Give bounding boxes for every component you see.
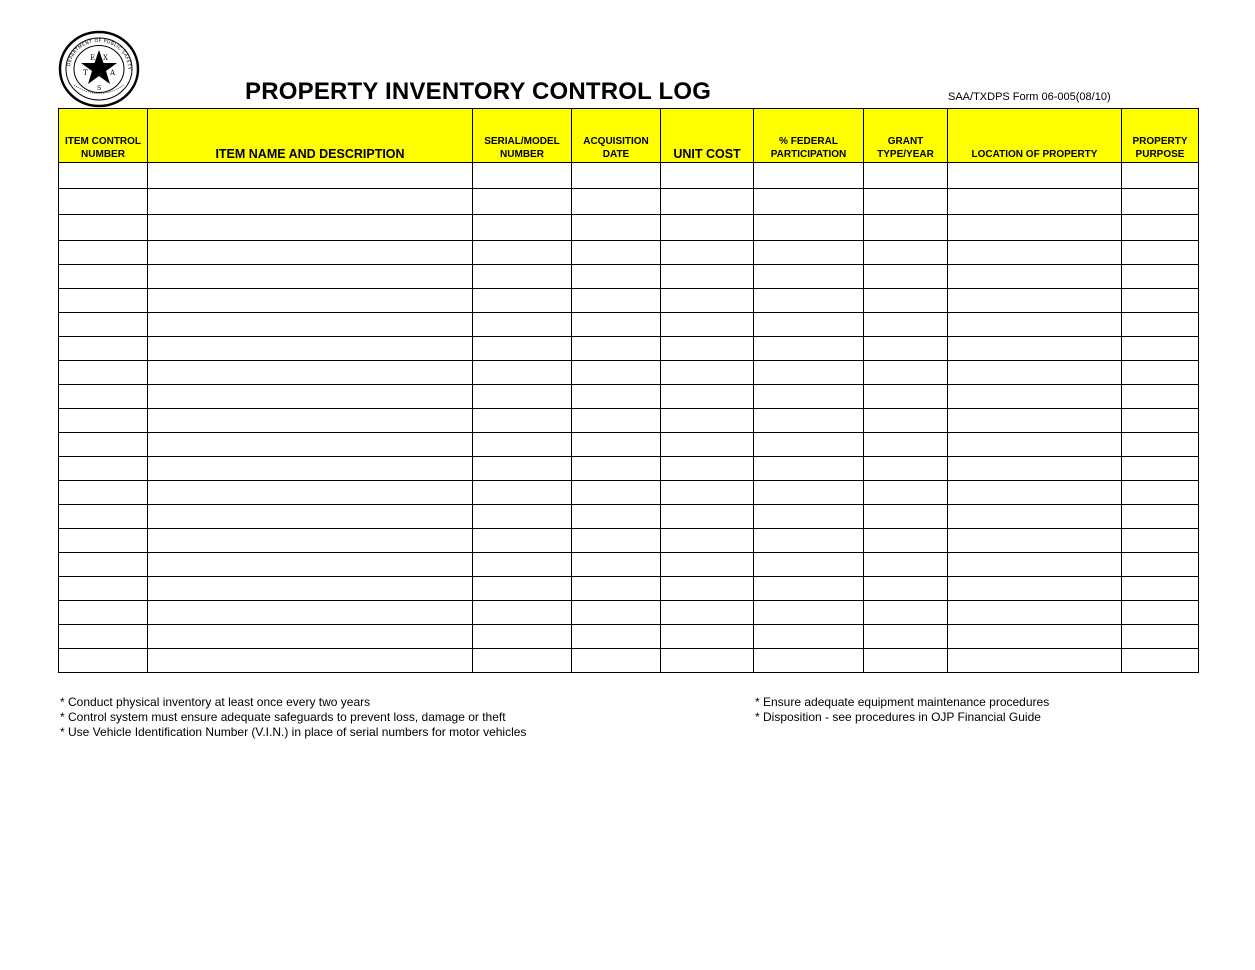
cell-property-purpose[interactable] (1122, 433, 1199, 457)
cell-location[interactable] (948, 361, 1122, 385)
cell-unit-cost[interactable] (661, 215, 754, 241)
cell-unit-cost[interactable] (661, 361, 754, 385)
note-line: * Use Vehicle Identification Number (V.I.N.) in place of serial numbers for motor vehicles (60, 725, 527, 739)
cell-grant-type-year[interactable] (864, 241, 948, 265)
cell-unit-cost[interactable] (661, 553, 754, 577)
table-row (59, 361, 1199, 385)
note-line: * Control system must ensure adequate safeguards to prevent loss, damage or theft (60, 710, 506, 724)
cell-item-name[interactable] (148, 529, 473, 553)
cell-serial-model[interactable] (473, 361, 572, 385)
cell-item-control-number[interactable] (59, 553, 148, 577)
cell-acquisition-date[interactable] (572, 385, 661, 409)
cell-acquisition-date[interactable] (572, 215, 661, 241)
cell-item-control-number[interactable] (59, 241, 148, 265)
cell-serial-model[interactable] (473, 625, 572, 649)
cell-federal-participation[interactable] (754, 385, 864, 409)
cell-item-name[interactable] (148, 457, 473, 481)
cell-unit-cost[interactable] (661, 241, 754, 265)
cell-location[interactable] (948, 241, 1122, 265)
form-number: SAA/TXDPS Form 06-005(08/10) (948, 91, 1111, 103)
cell-property-purpose[interactable] (1122, 361, 1199, 385)
cell-item-name[interactable] (148, 553, 473, 577)
cell-acquisition-date[interactable] (572, 241, 661, 265)
cell-acquisition-date[interactable] (572, 289, 661, 313)
cell-unit-cost[interactable] (661, 409, 754, 433)
table-row (59, 625, 1199, 649)
cell-serial-model[interactable] (473, 481, 572, 505)
cell-serial-model[interactable] (473, 457, 572, 481)
cell-item-control-number[interactable] (59, 433, 148, 457)
page-title: PROPERTY INVENTORY CONTROL LOG (245, 78, 712, 105)
table-row (59, 481, 1199, 505)
cell-acquisition-date[interactable] (572, 409, 661, 433)
cell-grant-type-year[interactable] (864, 457, 948, 481)
cell-item-control-number[interactable] (59, 337, 148, 361)
cell-location[interactable] (948, 457, 1122, 481)
column-header-item-control-number: ITEM CONTROL NUMBER (59, 109, 148, 163)
cell-federal-participation[interactable] (754, 433, 864, 457)
cell-federal-participation[interactable] (754, 649, 864, 673)
cell-serial-model[interactable] (473, 409, 572, 433)
cell-property-purpose[interactable] (1122, 457, 1199, 481)
cell-acquisition-date[interactable] (572, 337, 661, 361)
table-row (59, 649, 1199, 673)
cell-item-control-number[interactable] (59, 409, 148, 433)
table-row (59, 313, 1199, 337)
cell-unit-cost[interactable] (661, 529, 754, 553)
cell-item-name[interactable] (148, 481, 473, 505)
notes-left (60, 695, 526, 740)
cell-location[interactable] (948, 385, 1122, 409)
cell-acquisition-date[interactable] (572, 457, 661, 481)
cell-unit-cost[interactable] (661, 289, 754, 313)
table-row (59, 189, 1199, 215)
table-row (59, 601, 1199, 625)
cell-federal-participation[interactable] (754, 601, 864, 625)
cell-item-control-number[interactable] (59, 215, 148, 241)
cell-grant-type-year[interactable] (864, 553, 948, 577)
cell-grant-type-year[interactable] (864, 313, 948, 337)
cell-item-name[interactable] (148, 361, 473, 385)
cell-item-name[interactable] (148, 649, 473, 673)
cell-item-control-number[interactable] (59, 481, 148, 505)
cell-item-name[interactable] (148, 577, 473, 601)
cell-serial-model[interactable] (473, 433, 572, 457)
cell-serial-model[interactable] (473, 265, 572, 289)
cell-grant-type-year[interactable] (864, 601, 948, 625)
cell-acquisition-date[interactable] (572, 481, 661, 505)
cell-grant-type-year[interactable] (864, 361, 948, 385)
cell-item-name[interactable] (148, 289, 473, 313)
cell-acquisition-date[interactable] (572, 313, 661, 337)
cell-location[interactable] (948, 189, 1122, 215)
cell-grant-type-year[interactable] (864, 577, 948, 601)
table-row (59, 553, 1199, 577)
cell-federal-participation[interactable] (754, 625, 864, 649)
cell-grant-type-year[interactable] (864, 189, 948, 215)
cell-grant-type-year[interactable] (864, 265, 948, 289)
notes-right (755, 695, 1049, 725)
cell-serial-model[interactable] (473, 601, 572, 625)
column-header-location: LOCATION OF PROPERTY (948, 109, 1122, 163)
table-row (59, 409, 1199, 433)
cell-grant-type-year[interactable] (864, 649, 948, 673)
cell-item-name[interactable] (148, 265, 473, 289)
cell-serial-model[interactable] (473, 505, 572, 529)
cell-unit-cost[interactable] (661, 433, 754, 457)
table-row (59, 433, 1199, 457)
table-row (59, 289, 1199, 313)
note-line: * Disposition - see procedures in OJP Financial Guide (755, 710, 1041, 724)
cell-property-purpose[interactable] (1122, 505, 1199, 529)
note-line: * Ensure adequate equipment maintenance procedures (755, 695, 1050, 709)
table-row (59, 529, 1199, 553)
cell-acquisition-date[interactable] (572, 189, 661, 215)
column-header-federal-participation: % FEDERAL PARTICIPATION (754, 109, 864, 163)
cell-serial-model[interactable] (473, 649, 572, 673)
cell-item-name[interactable] (148, 385, 473, 409)
seal-letter: A (110, 69, 116, 77)
table-row (59, 457, 1199, 481)
cell-location[interactable] (948, 505, 1122, 529)
cell-federal-participation[interactable] (754, 241, 864, 265)
cell-item-name[interactable] (148, 215, 473, 241)
seal-ring-text: DEPARTMENT OF PUBLIC SAFETY (67, 38, 132, 71)
column-header-property-purpose: PROPERTY PURPOSE (1122, 109, 1199, 163)
cell-federal-participation[interactable] (754, 289, 864, 313)
cell-unit-cost[interactable] (661, 163, 754, 189)
cell-acquisition-date[interactable] (572, 505, 661, 529)
cell-grant-type-year[interactable] (864, 625, 948, 649)
cell-location[interactable] (948, 625, 1122, 649)
cell-unit-cost[interactable] (661, 505, 754, 529)
cell-property-purpose[interactable] (1122, 241, 1199, 265)
cell-property-purpose[interactable] (1122, 289, 1199, 313)
cell-acquisition-date[interactable] (572, 553, 661, 577)
cell-item-name[interactable] (148, 505, 473, 529)
cell-unit-cost[interactable] (661, 577, 754, 601)
cell-serial-model[interactable] (473, 529, 572, 553)
note-line: * Conduct physical inventory at least once every two years (60, 695, 371, 709)
column-header-unit-cost: UNIT COST (661, 109, 754, 163)
cell-serial-model[interactable] (473, 163, 572, 189)
cell-location[interactable] (948, 601, 1122, 625)
cell-acquisition-date[interactable] (572, 649, 661, 673)
table-body (59, 163, 1199, 673)
cell-item-control-number[interactable] (59, 265, 148, 289)
cell-item-control-number[interactable] (59, 189, 148, 215)
column-header-grant-type-year: GRANT TYPE/YEAR (864, 109, 948, 163)
cell-location[interactable] (948, 529, 1122, 553)
cell-unit-cost[interactable] (661, 625, 754, 649)
cell-federal-participation[interactable] (754, 553, 864, 577)
cell-serial-model[interactable] (473, 577, 572, 601)
cell-unit-cost[interactable] (661, 649, 754, 673)
cell-serial-model[interactable] (473, 289, 572, 313)
cell-federal-participation[interactable] (754, 529, 864, 553)
cell-property-purpose[interactable] (1122, 601, 1199, 625)
cell-acquisition-date[interactable] (572, 433, 661, 457)
cell-serial-model[interactable] (473, 385, 572, 409)
column-header-acquisition-date: ACQUISITION DATE (572, 109, 661, 163)
cell-unit-cost[interactable] (661, 189, 754, 215)
cell-serial-model[interactable] (473, 215, 572, 241)
cell-federal-participation[interactable] (754, 481, 864, 505)
cell-item-control-number[interactable] (59, 577, 148, 601)
cell-grant-type-year[interactable] (864, 385, 948, 409)
cell-item-control-number[interactable] (59, 163, 148, 189)
cell-property-purpose[interactable] (1122, 649, 1199, 673)
cell-property-purpose[interactable] (1122, 163, 1199, 189)
cell-federal-participation[interactable] (754, 313, 864, 337)
seal-letter: T (83, 69, 88, 77)
cell-location[interactable] (948, 163, 1122, 189)
table-header-row (59, 109, 1199, 163)
table-row (59, 265, 1199, 289)
cell-federal-participation[interactable] (754, 189, 864, 215)
cell-federal-participation[interactable] (754, 409, 864, 433)
cell-item-control-number[interactable] (59, 529, 148, 553)
cell-property-purpose[interactable] (1122, 189, 1199, 215)
column-header-item-name: ITEM NAME AND DESCRIPTION (148, 109, 473, 163)
cell-property-purpose[interactable] (1122, 313, 1199, 337)
cell-item-control-number[interactable] (59, 505, 148, 529)
cell-acquisition-date[interactable] (572, 601, 661, 625)
cell-acquisition-date[interactable] (572, 529, 661, 553)
cell-item-name[interactable] (148, 337, 473, 361)
table-row (59, 163, 1199, 189)
cell-unit-cost[interactable] (661, 265, 754, 289)
cell-property-purpose[interactable] (1122, 625, 1199, 649)
cell-unit-cost[interactable] (661, 337, 754, 361)
cell-property-purpose[interactable] (1122, 265, 1199, 289)
column-header-serial-model: SERIAL/MODEL NUMBER (473, 109, 572, 163)
table-row (59, 215, 1199, 241)
cell-item-control-number[interactable] (59, 385, 148, 409)
cell-unit-cost[interactable] (661, 457, 754, 481)
cell-item-control-number[interactable] (59, 625, 148, 649)
cell-grant-type-year[interactable] (864, 215, 948, 241)
cell-serial-model[interactable] (473, 553, 572, 577)
cell-acquisition-date[interactable] (572, 577, 661, 601)
cell-serial-model[interactable] (473, 189, 572, 215)
cell-item-name[interactable] (148, 433, 473, 457)
cell-unit-cost[interactable] (661, 481, 754, 505)
cell-item-name[interactable] (148, 241, 473, 265)
cell-grant-type-year[interactable] (864, 289, 948, 313)
cell-item-control-number[interactable] (59, 313, 148, 337)
cell-grant-type-year[interactable] (864, 433, 948, 457)
cell-grant-type-year[interactable] (864, 505, 948, 529)
cell-serial-model[interactable] (473, 337, 572, 361)
cell-federal-participation[interactable] (754, 361, 864, 385)
cell-location[interactable] (948, 433, 1122, 457)
cell-unit-cost[interactable] (661, 313, 754, 337)
cell-location[interactable] (948, 409, 1122, 433)
cell-federal-participation[interactable] (754, 457, 864, 481)
cell-federal-participation[interactable] (754, 163, 864, 189)
cell-item-control-number[interactable] (59, 601, 148, 625)
cell-location[interactable] (948, 481, 1122, 505)
cell-location[interactable] (948, 215, 1122, 241)
cell-grant-type-year[interactable] (864, 409, 948, 433)
cell-property-purpose[interactable] (1122, 529, 1199, 553)
cell-acquisition-date[interactable] (572, 265, 661, 289)
table-row (59, 337, 1199, 361)
cell-federal-participation[interactable] (754, 215, 864, 241)
cell-item-name[interactable] (148, 163, 473, 189)
cell-grant-type-year[interactable] (864, 337, 948, 361)
cell-property-purpose[interactable] (1122, 481, 1199, 505)
cell-property-purpose[interactable] (1122, 577, 1199, 601)
cell-item-name[interactable] (148, 313, 473, 337)
cell-item-control-number[interactable] (59, 649, 148, 673)
cell-unit-cost[interactable] (661, 601, 754, 625)
cell-property-purpose[interactable] (1122, 337, 1199, 361)
cell-federal-participation[interactable] (754, 505, 864, 529)
cell-location[interactable] (948, 649, 1122, 673)
cell-federal-participation[interactable] (754, 577, 864, 601)
cell-item-control-number[interactable] (59, 361, 148, 385)
cell-serial-model[interactable] (473, 313, 572, 337)
cell-location[interactable] (948, 337, 1122, 361)
texas-dps-seal-icon (58, 30, 140, 108)
cell-property-purpose[interactable] (1122, 385, 1199, 409)
cell-unit-cost[interactable] (661, 385, 754, 409)
cell-acquisition-date[interactable] (572, 625, 661, 649)
cell-grant-type-year[interactable] (864, 481, 948, 505)
cell-grant-type-year[interactable] (864, 529, 948, 553)
table-row (59, 241, 1199, 265)
cell-serial-model[interactable] (473, 241, 572, 265)
cell-property-purpose[interactable] (1122, 553, 1199, 577)
cell-property-purpose[interactable] (1122, 215, 1199, 241)
cell-federal-participation[interactable] (754, 265, 864, 289)
inventory-table (58, 108, 1199, 673)
cell-location[interactable] (948, 313, 1122, 337)
seal-letter: X (103, 54, 108, 62)
cell-location[interactable] (948, 577, 1122, 601)
cell-location[interactable] (948, 289, 1122, 313)
cell-federal-participation[interactable] (754, 337, 864, 361)
seal-letter: E (90, 54, 96, 62)
cell-grant-type-year[interactable] (864, 163, 948, 189)
cell-item-control-number[interactable] (59, 289, 148, 313)
cell-acquisition-date[interactable] (572, 361, 661, 385)
cell-item-name[interactable] (148, 409, 473, 433)
seal-letter: S (97, 85, 102, 92)
cell-item-name[interactable] (148, 189, 473, 215)
table-row (59, 577, 1199, 601)
cell-location[interactable] (948, 553, 1122, 577)
cell-item-control-number[interactable] (59, 457, 148, 481)
table-row (59, 505, 1199, 529)
cell-acquisition-date[interactable] (572, 163, 661, 189)
cell-item-name[interactable] (148, 625, 473, 649)
cell-location[interactable] (948, 265, 1122, 289)
cell-item-name[interactable] (148, 601, 473, 625)
cell-property-purpose[interactable] (1122, 409, 1199, 433)
table-row (59, 385, 1199, 409)
